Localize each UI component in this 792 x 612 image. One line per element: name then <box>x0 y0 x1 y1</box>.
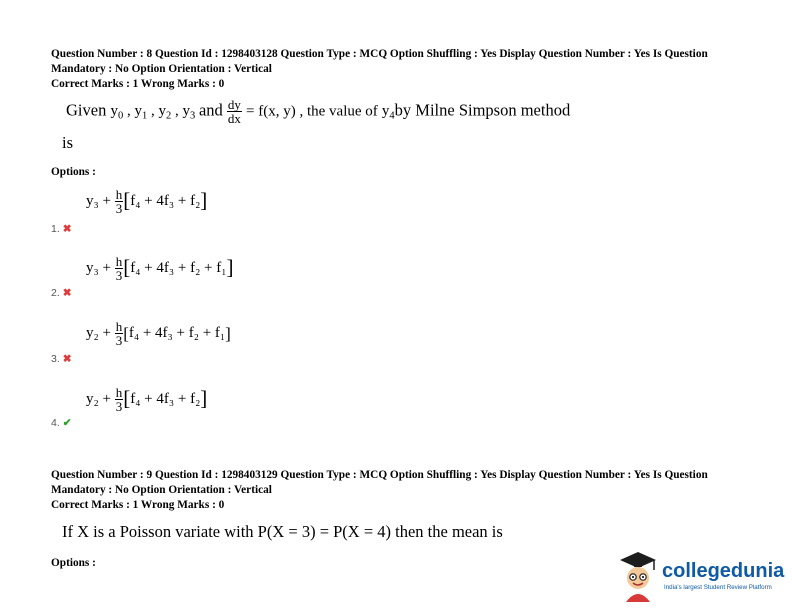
wrong-mark-icon: ✖ <box>62 223 72 235</box>
correct-check-icon: ✔ <box>62 417 72 429</box>
q8-option-4-formula[interactable]: y₂ + $\frac{h}{3}$ [f₄ + 4f₃ + f₂] <box>86 385 208 415</box>
q9-options-label: Options : <box>51 557 96 569</box>
brand-tagline: India's largest Student Review Platform <box>664 584 772 591</box>
q8-question-text: Given $y_0$ , $y_1$ , $y_2$ , $y_3$ and $\frac{dy}{dx}$ = f(x, y) , the value of $y_4by$ Milne Simpson method <box>66 97 571 126</box>
q8-option-3-marker: 3. ✖ <box>51 353 72 365</box>
graduate-mascot-icon <box>616 548 660 604</box>
q8-meta-line3: Correct Marks : 1 Wrong Marks : 0 <box>51 78 225 90</box>
q8-options-label: Options : <box>51 166 96 178</box>
wrong-mark-icon: ✖ <box>62 287 72 299</box>
q8-question-text-cont: is <box>62 133 74 152</box>
q8-option-3-formula[interactable]: y₂ + $\frac{h}{3}$ [f₄ + 4f₃ + f₂ + f₁] <box>86 319 231 348</box>
q8-meta-line2: Mandatory : No Option Orientation : Vertical <box>51 63 272 75</box>
q8-option-1-marker: 1. ✖ <box>51 223 72 235</box>
wrong-mark-icon: ✖ <box>62 353 72 365</box>
brand-name: collegedunia <box>662 560 785 582</box>
collegedunia-logo <box>616 548 786 606</box>
q8-meta-line1: Question Number : 8 Question Id : 1298403128 Question Type : MCQ Option Shuffling : Yes Display Question Number : Yes Is Question <box>51 48 708 60</box>
q8-option-2-marker: 2. ✖ <box>51 287 72 299</box>
q9-meta-line3: Correct Marks : 1 Wrong Marks : 0 <box>51 499 225 511</box>
q9-question-text: If X is a Poisson variate with P(X = 3) = P(X = 4) then the mean is <box>62 522 503 541</box>
q9-meta-line2: Mandatory : No Option Orientation : Vertical <box>51 484 272 496</box>
q8-option-4-marker: 4. ✔ <box>51 417 72 429</box>
q8-option-1-formula[interactable]: y₃ + $\frac{h}{3}$ [f₄ + 4f₃ + f₂] <box>86 187 208 217</box>
q9-meta-line1: Question Number : 9 Question Id : 1298403129 Question Type : MCQ Option Shuffling : Yes Display Question Number : Yes Is Question <box>51 469 708 481</box>
q8-option-2-formula[interactable]: y₃ + $\frac{h}{3}$ [f₄ + 4f₃ + f₂ + f₁] <box>86 254 234 284</box>
